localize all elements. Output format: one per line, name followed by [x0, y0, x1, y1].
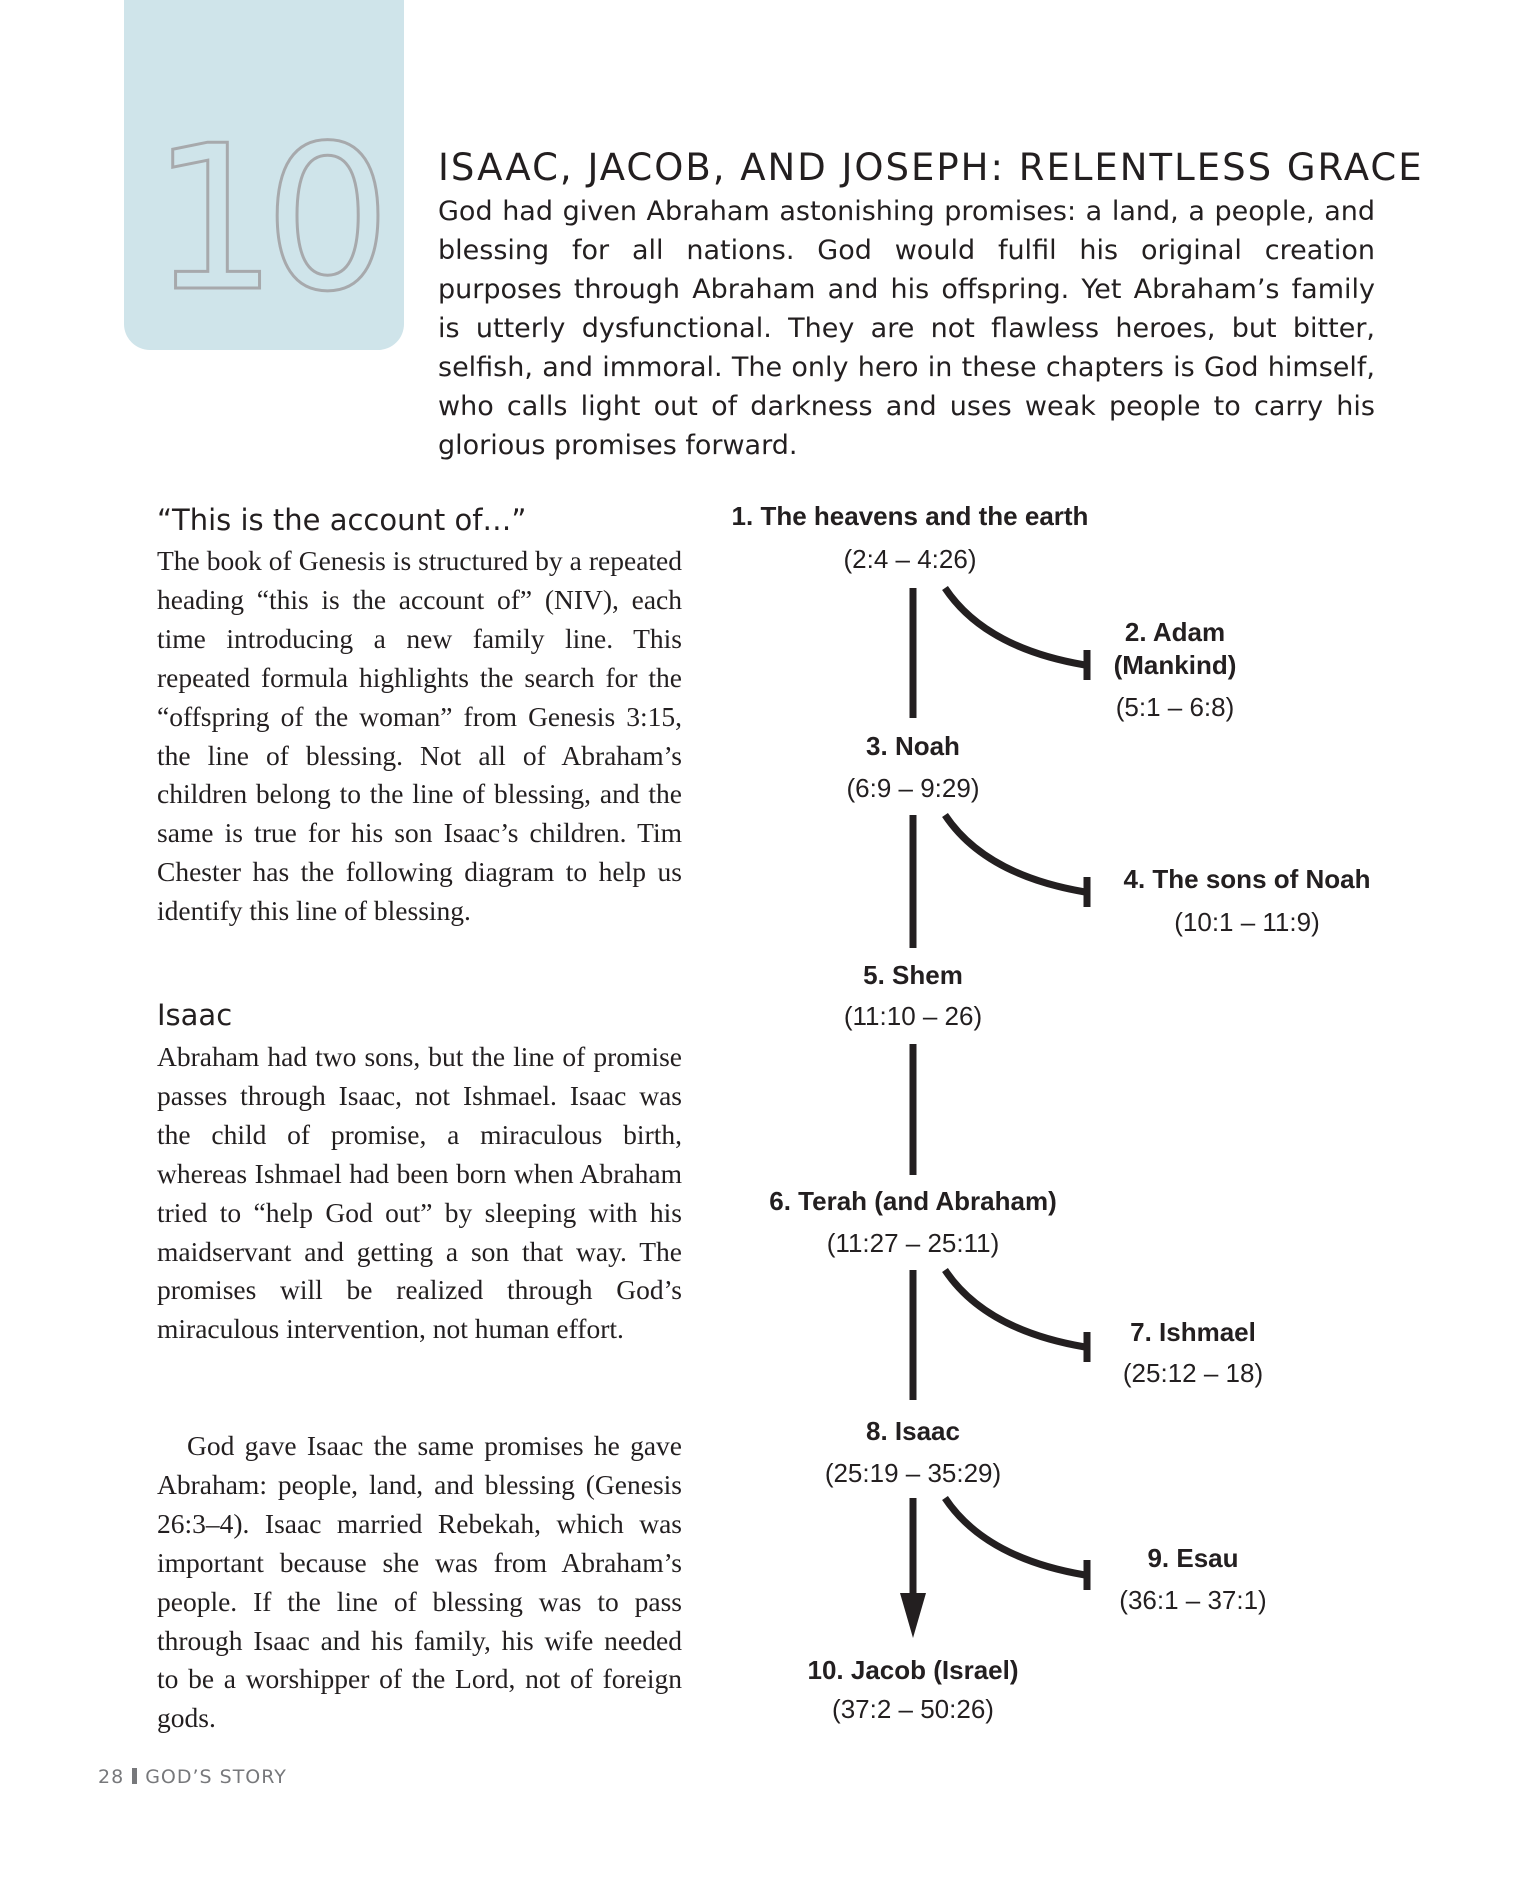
- diagram-node-9-ref: (36:1 – 37:1): [1119, 1585, 1267, 1615]
- diagram-node-3-ref: (6:9 – 9:29): [846, 773, 980, 803]
- footer-separator: [132, 1768, 137, 1784]
- diagram-node-10-name: 10. Jacob (Israel): [807, 1655, 1019, 1685]
- section-body-isaac-1: Abraham had two sons, but the line of promise passes through Isaac, not Ishmael. Isaac was the child of promise, a miraculous birth, whereas Ishmael had been born when Abraham tried to “help God out” by sleeping with his maidservant and getting a son that way. The promises will be realized through God’s miraculous intervention, not human effort.: [157, 1041, 682, 1345]
- chapter-intro: God had given Abraham astonishing promises: a land, a people, and blessing for all nations. God would fulfil his original creation purposes through Abraham and his offspring. Yet Abraham’s family is utterly dysfunctional. They are not flawless heroes, but bitter, selfish, and immoral. The only hero in these chapters is God himself, who calls light out of darkness and uses weak people to carry his glorious promises forward.: [438, 196, 1375, 461]
- branch-curve-adam: [945, 588, 1085, 665]
- diagram-node-7-name: 7. Ishmael: [1130, 1317, 1256, 1347]
- diagram-node-7-ref: (25:12 – 18): [1122, 1358, 1264, 1388]
- section-body-account: The book of Genesis is structured by a repeated heading “this is the account of” (NIV), each time introducing a new family line. This repeated formula highlights the search for the “offspring of the woman” from Genesis 3:15, the line of blessing. Not all of Abraham’s children belong to the line of blessing, and the same is true for his son Isaac’s children. Tim Chester has the following diagram to help us identify this line of blessing.: [157, 545, 682, 927]
- section-body-isaac-2: God gave Isaac the same promises he gave Abraham: people, land, and blessing (Genesis 26:3–4). Isaac married Rebekah, which was important because she was from Abraham’s people. If the line of blessing was to pass through Isaac and his family, his wife needed to be a worshipper of the Lord, not of foreign gods.: [157, 1430, 682, 1734]
- book-title: GOD’S STORY: [145, 1766, 287, 1788]
- diagram-node-4-ref: (10:1 – 11:9): [1174, 907, 1320, 937]
- diagram-node-8-name: 8. Isaac: [866, 1416, 960, 1446]
- branch-curve-sons-of-noah: [945, 815, 1085, 892]
- branch-curve-ishmael: [945, 1270, 1085, 1347]
- diagram-node-8-ref: (25:19 – 35:29): [824, 1458, 1002, 1488]
- branch-curve-esau: [945, 1498, 1085, 1575]
- diagram-node-6-ref: (11:27 – 25:11): [826, 1228, 1000, 1258]
- diagram-node-1-name: 1. The heavens and the earth: [731, 501, 1089, 531]
- diagram-node-3-name: 3. Noah: [866, 731, 960, 761]
- page-footer: [98, 1766, 287, 1788]
- diagram-node-1-ref: (2:4 – 4:26): [843, 544, 977, 574]
- page-number: 28: [98, 1766, 125, 1788]
- section-heading-account: “This is the account of…”: [157, 503, 527, 537]
- diagram-node-2-name-line1: 2. Adam: [1124, 617, 1226, 647]
- chapter-title: ISAAC, JACOB, AND JOSEPH: RELENTLESS GRACE: [438, 146, 1424, 189]
- chapter-number: 10: [150, 103, 378, 336]
- arrow-head-down-icon: [900, 1593, 926, 1638]
- diagram-node-4-name: 4. The sons of Noah: [1123, 864, 1371, 894]
- diagram-node-5-ref: (11:10 – 26): [843, 1001, 983, 1031]
- diagram-node-6-name: 6. Terah (and Abraham): [769, 1186, 1057, 1216]
- diagram-node-2-ref: (5:1 – 6:8): [1115, 692, 1235, 722]
- diagram-node-2-name-line2: (Mankind): [1113, 650, 1237, 680]
- diagram-node-10-ref: (37:2 – 50:26): [832, 1694, 994, 1724]
- diagram-node-9-name: 9. Esau: [1147, 1543, 1239, 1573]
- section-heading-isaac: Isaac: [157, 998, 233, 1032]
- diagram-node-5-name: 5. Shem: [863, 960, 963, 990]
